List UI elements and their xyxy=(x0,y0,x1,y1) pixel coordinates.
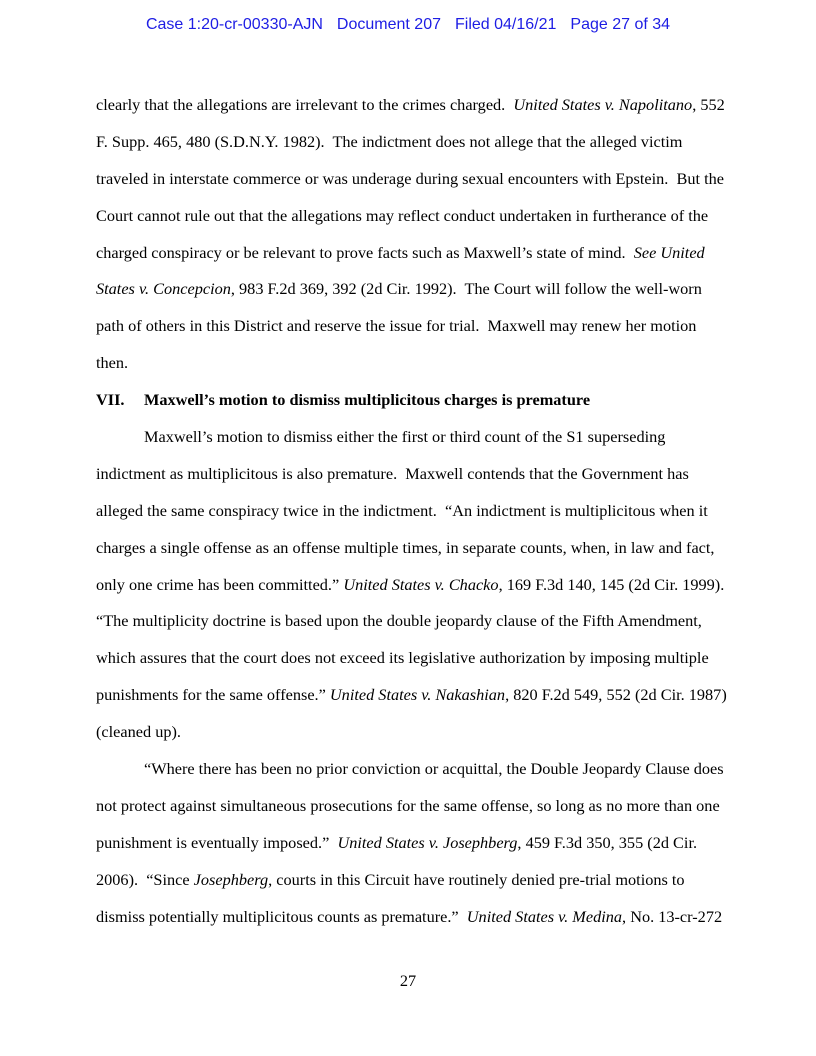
text-segment: punishment is eventually imposed.” xyxy=(96,832,338,852)
text-segment: , 983 F.2d 369, 392 (2d Cir. 1992). The Court will follow the well-worn xyxy=(230,279,702,299)
text-segment: Maxwell’s motion to dismiss either the first or third count of the S1 superseding xyxy=(144,427,666,447)
body-line xyxy=(96,788,728,825)
text-segment: charged conspiracy or be relevant to prove facts such as Maxwell’s state of mind. xyxy=(96,242,634,262)
case-citation: States v. Concepcion xyxy=(96,279,231,299)
body-line xyxy=(96,345,728,382)
text-segment: traveled in interstate commerce or was underage during sexual encounters with Epstein. But the xyxy=(96,168,724,188)
text-segment: “The multiplicity doctrine is based upon the double jeopardy clause of the Fifth Amendment, xyxy=(96,611,702,631)
text-segment: Maxwell’s motion to dismiss multiplicitous charges is premature xyxy=(144,390,591,410)
section-heading xyxy=(96,382,728,419)
body-line xyxy=(96,87,728,124)
case-citation: United States v. Josephberg xyxy=(337,832,518,852)
text-segment: alleged the same conspiracy twice in the indictment. “An indictment is multiplicitous when it xyxy=(96,500,708,520)
body-line xyxy=(96,567,728,604)
text-segment: which assures that the court does not exceed its legislative authorization by imposing multiple xyxy=(96,648,709,668)
text-segment: not protect against simultaneous prosecutions for the same offense, so long as no more than one xyxy=(96,795,720,815)
body-line xyxy=(96,235,728,272)
text-segment: 2006). “Since xyxy=(96,869,194,889)
body-line xyxy=(96,640,728,677)
body-line xyxy=(96,677,728,714)
body-line xyxy=(96,530,728,567)
text-segment: clearly that the allegations are irrelevant to the crimes charged. xyxy=(96,95,514,114)
text-segment: (cleaned up). xyxy=(96,722,181,742)
case-citation: See United xyxy=(633,242,705,262)
case-citation: Josephberg xyxy=(193,869,269,889)
body-line xyxy=(96,419,728,456)
body-line xyxy=(96,603,728,640)
body-line xyxy=(96,124,728,161)
document-body xyxy=(96,87,728,935)
text-segment: , 169 F.3d 140, 145 (2d Cir. 1999). xyxy=(498,574,725,594)
body-line xyxy=(96,456,728,493)
body-line xyxy=(96,751,728,788)
body-line xyxy=(96,862,728,899)
text-segment: charges a single offense as an offense multiple times, in separate counts, when, in law and fact, xyxy=(96,537,715,557)
body-line xyxy=(96,493,728,530)
text-segment: , No. 13-cr-272 xyxy=(622,906,723,926)
section-number: VII. xyxy=(96,390,125,410)
body-line xyxy=(96,308,728,345)
body-line xyxy=(96,271,728,308)
body-line xyxy=(96,825,728,862)
case-citation: United States v. Medina xyxy=(466,906,623,926)
case-citation: United States v. Chacko xyxy=(343,574,499,594)
ecf-stamp-header xyxy=(0,16,816,34)
text-segment: , courts in this Circuit have routinely denied pre-trial motions to xyxy=(268,869,685,889)
text-segment: , 552 xyxy=(692,95,725,114)
text-segment: F. Supp. 465, 480 (S.D.N.Y. 1982). The indictment does not allege that the alleged victim xyxy=(96,131,683,151)
text-segment: “Where there has been no prior conviction or acquittal, the Double Jeopardy Clause does xyxy=(144,759,724,779)
text-segment: Court cannot rule out that the allegations may reflect conduct undertaken in furtherance of the xyxy=(96,205,709,225)
body-line xyxy=(96,198,728,235)
case-number: Case 1:20-cr-00330-AJN xyxy=(145,16,323,33)
text-segment: punishments for the same offense.” xyxy=(96,685,330,705)
case-citation: United States v. Nakashian xyxy=(329,685,506,705)
page-indicator: Page 27 of 34 xyxy=(570,16,671,33)
filed-date: Filed 04/16/21 xyxy=(454,16,557,33)
text-segment: path of others in this District and reserve the issue for trial. Maxwell may renew her motion xyxy=(96,316,697,336)
case-citation: United States v. Napolitano xyxy=(513,95,693,114)
body-line xyxy=(96,899,728,936)
document-number: Document 207 xyxy=(336,16,441,33)
text-segment: then. xyxy=(96,353,129,373)
text-segment: , 459 F.3d 350, 355 (2d Cir. xyxy=(517,832,698,852)
page-number: 27 xyxy=(399,971,417,990)
text-segment: , 820 F.2d 549, 552 (2d Cir. 1987) xyxy=(505,685,727,705)
text-segment: only one crime has been committed.” xyxy=(96,574,344,594)
text-segment: indictment as multiplicitous is also premature. Maxwell contends that the Government has xyxy=(96,463,689,483)
body-line xyxy=(96,714,728,751)
body-line xyxy=(96,161,728,198)
text-segment: dismiss potentially multiplicitous counts as premature.” xyxy=(96,906,467,926)
